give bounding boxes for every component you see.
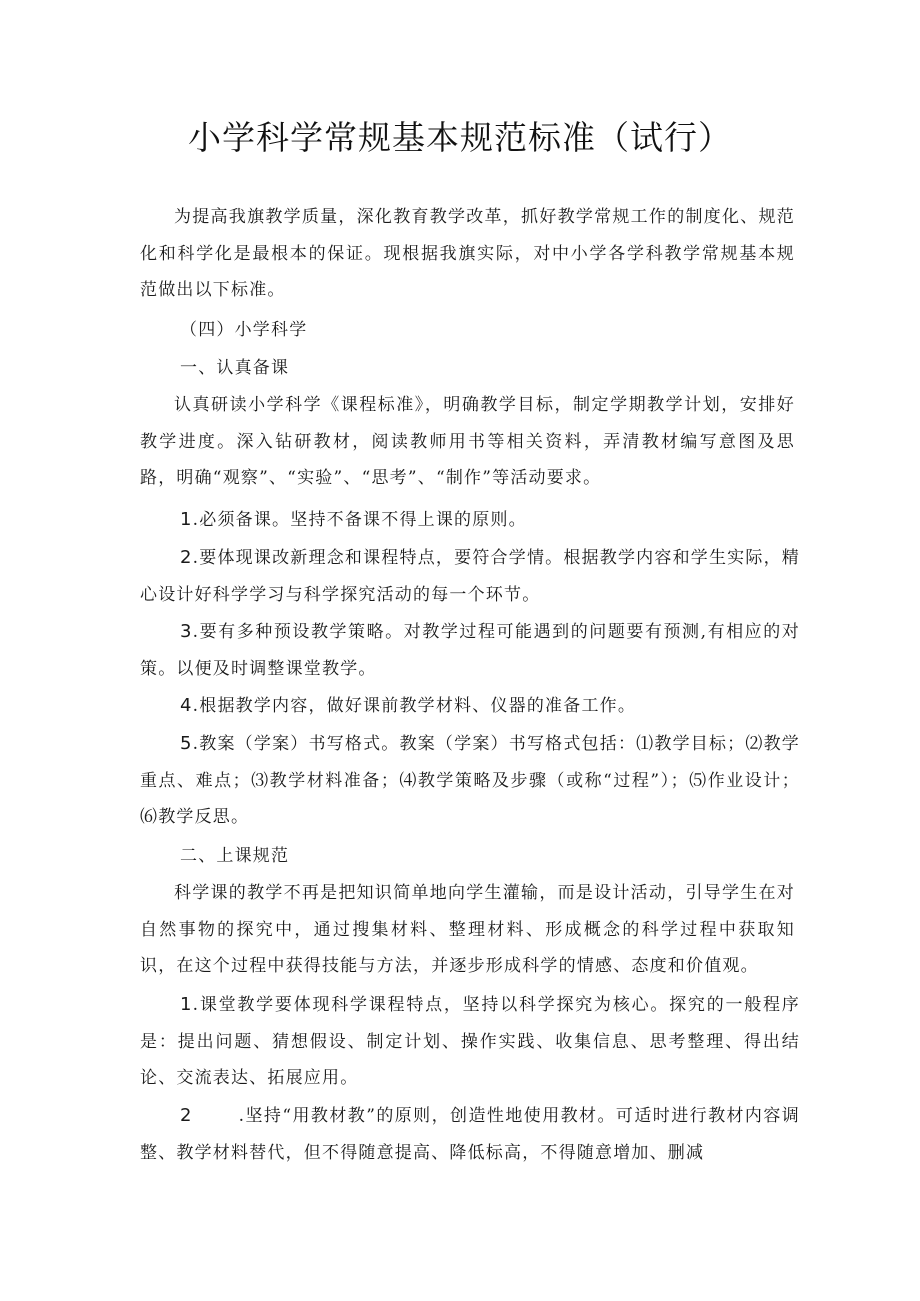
- part2-paragraph: 科学课的教学不再是把知识简单地向学生灌输，而是设计活动，引导学生在对自然事物的探究中，通过搜集材料、整理材料、形成概念的科学过程中获取知识，在这个过程中获得技能与方法，并逐步形成科学的情感、态度和价值观。: [140, 883, 795, 976]
- item-number: 3: [180, 621, 193, 642]
- item-text: .要有多种预设教学策略。对教学过程可能遇到的问题要有预测,有相应的对策。以便及时调整课堂教学。: [140, 622, 800, 679]
- part1-item-5: [140, 726, 800, 836]
- document-title: 小学科学常规基本规范标准（试行）: [188, 118, 732, 157]
- intro-paragraph: 为提高我旗教学质量，深化教育教学改革，抓好教学常规工作的制度化、规范化和科学化是最根本的保证。现根据我旗实际，对中小学各学科教学常规基本规范做出以下标准。: [140, 207, 795, 300]
- part1-item-4: [140, 688, 800, 725]
- part1-paragraph: 认真研读小学科学《课程标准》，明确教学目标，制定学期教学计划，安排好教学进度。深入钻研教材，阅读教师用书等相关资料，弄清教材编写意图及思路，明确“观察”、“实验”、“思考”、“制作”等活动要求。: [140, 395, 795, 488]
- item-number: 5: [180, 733, 193, 754]
- item-text: .教案（学案）书写格式。教案（学案）书写格式包括：⑴教学目标；⑵教学重点、难点；⑶教学材料准备；⑷教学策略及步骤（或称“过程”）；⑸作业设计；⑹教学反思。: [140, 734, 800, 827]
- item-text: .根据教学内容，做好课前教学材料、仪器的准备工作。: [192, 696, 637, 716]
- item-number: 2: [180, 1105, 193, 1126]
- item-text: .必须备课。坚持不备课不得上课的原则。: [192, 510, 527, 530]
- part1-item-1: [140, 502, 800, 539]
- item-text: .要体现课改新理念和课程特点，要符合学情。根据教学内容和学生实际，精心设计好科学学习与科学探究活动的每一个环节。: [140, 548, 800, 605]
- part1-item-3: [140, 614, 800, 687]
- item-number: 1: [180, 509, 193, 530]
- item-text: .坚持“用教材教”的原则，创造性地使用教材。可适时进行教材内容调整、教学材料替代，但不得随意提高、降低标高，不得随意增加、删减: [140, 1106, 800, 1163]
- item-number: 4: [180, 695, 193, 716]
- part2-heading: 二、上课规范: [180, 846, 290, 866]
- section-label: （四）小学科学: [180, 320, 308, 340]
- part2-item-1: [140, 987, 800, 1097]
- item-number: 1: [180, 994, 193, 1015]
- part2-item-2: [140, 1098, 800, 1171]
- item-number: 2: [180, 547, 193, 568]
- item-text: .课堂教学要体现科学课程特点，坚持以科学探究为核心。探究的一般程序是：提出问题、猜想假设、制定计划、操作实践、收集信息、思考整理、得出结论、交流表达、拓展应用。: [140, 995, 800, 1088]
- part1-heading: 一、认真备课: [180, 358, 290, 378]
- part1-item-2: [140, 540, 800, 613]
